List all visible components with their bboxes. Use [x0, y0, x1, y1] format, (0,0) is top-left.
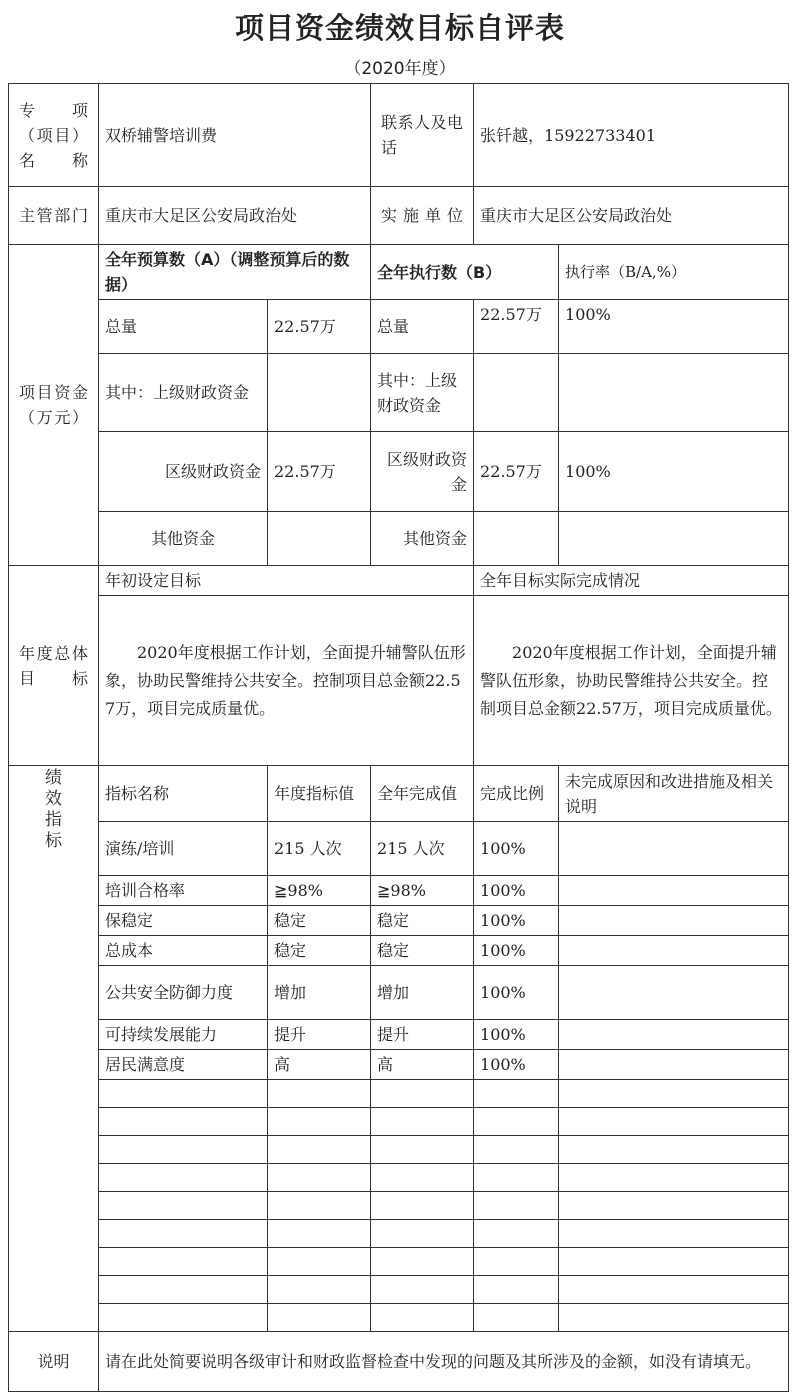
fund-label-a: 其他资金	[99, 512, 268, 566]
indicator-header: 全年完成值	[371, 766, 474, 822]
project-name-label: 专 项（项目）名称	[9, 84, 99, 187]
empty-cell	[474, 1276, 559, 1304]
indicator-header: 未完成原因和改进措施及相关说明	[559, 766, 789, 822]
fund-value-a	[268, 354, 371, 432]
indicator-note	[559, 1050, 789, 1080]
empty-cell	[474, 1192, 559, 1220]
indicators-section-cell	[9, 766, 99, 1332]
indicator-actual: 增加	[371, 966, 474, 1020]
year-subtitle: （2020年度）	[344, 59, 456, 79]
empty-cell	[559, 1136, 789, 1164]
indicator-target: 增加	[268, 966, 371, 1020]
empty-cell	[99, 1164, 268, 1192]
indicator-note	[559, 1020, 789, 1050]
indicator-note	[559, 906, 789, 936]
indicator-ratio: 100%	[474, 876, 559, 906]
note-text: 请在此处简要说明各级审计和财政监督检查中发现的问题及其所涉及的金额，如没有请填无。	[99, 1332, 789, 1392]
empty-cell	[268, 1192, 371, 1220]
empty-cell	[268, 1276, 371, 1304]
empty-cell	[559, 1276, 789, 1304]
empty-cell	[99, 1220, 268, 1248]
funds-section-label: 项目资金（万元）	[9, 245, 99, 566]
indicator-header: 年度指标值	[268, 766, 371, 822]
page-title: 项目资金绩效目标自评表	[234, 11, 565, 45]
self-evaluation-table	[8, 83, 789, 1392]
empty-cell	[474, 1080, 559, 1108]
indicator-ratio: 100%	[474, 1020, 559, 1050]
empty-cell	[99, 1108, 268, 1136]
empty-cell	[474, 1164, 559, 1192]
empty-cell	[371, 1248, 474, 1276]
empty-cell	[99, 1248, 268, 1276]
indicator-target: 提升	[268, 1020, 371, 1050]
empty-cell	[559, 1192, 789, 1220]
initial-goal-text: 2020年度根据工作计划，全面提升辅警队伍形象，协助民警维持公共安全。控制项目总金额22.57万，项目完成质量优。	[99, 596, 474, 766]
empty-cell	[99, 1080, 268, 1108]
fund-value-a: 22.57万	[268, 432, 371, 512]
empty-cell	[474, 1248, 559, 1276]
indicator-name: 总成本	[99, 936, 268, 966]
indicator-note	[559, 822, 789, 876]
indicator-actual: 稳定	[371, 936, 474, 966]
indicator-ratio: 100%	[474, 822, 559, 876]
exec-header: 全年执行数（B）	[371, 245, 559, 300]
indicator-actual: 提升	[371, 1020, 474, 1050]
empty-cell	[371, 1304, 474, 1332]
fund-value-b	[474, 354, 559, 432]
indicator-name: 保稳定	[99, 906, 268, 936]
empty-cell	[371, 1080, 474, 1108]
dept-value: 重庆市大足区公安局政治处	[99, 187, 371, 245]
indicator-name: 公共安全防御力度	[99, 966, 268, 1020]
empty-cell	[371, 1276, 474, 1304]
indicator-header: 完成比例	[474, 766, 559, 822]
empty-cell	[559, 1108, 789, 1136]
fund-label-b: 其他资金	[371, 512, 474, 566]
impl-label: 实施单位	[371, 187, 474, 245]
empty-cell	[99, 1136, 268, 1164]
empty-cell	[268, 1080, 371, 1108]
indicator-header: 指标名称	[99, 766, 268, 822]
empty-cell	[559, 1220, 789, 1248]
empty-cell	[474, 1136, 559, 1164]
actual-goal-label: 全年目标实际完成情况	[474, 566, 789, 596]
fund-label-b: 其中：上级财政资金	[371, 354, 474, 432]
initial-goal-label: 年初设定目标	[99, 566, 474, 596]
budget-header: 全年预算数（A）（调整预算后的数据）	[99, 245, 371, 300]
empty-cell	[474, 1304, 559, 1332]
empty-cell	[559, 1304, 789, 1332]
empty-cell	[268, 1108, 371, 1136]
fund-label-b: 总量	[371, 300, 474, 354]
rate-header: 执行率（B/A,%）	[559, 245, 789, 300]
empty-cell	[99, 1304, 268, 1332]
indicator-name: 可持续发展能力	[99, 1020, 268, 1050]
indicator-target: 高	[268, 1050, 371, 1080]
fund-rate: 100%	[559, 432, 789, 512]
empty-cell	[371, 1164, 474, 1192]
indicator-target: 稳定	[268, 936, 371, 966]
indicators-section-label: 绩效指标	[45, 768, 62, 851]
indicator-ratio: 100%	[474, 906, 559, 936]
note-label: 说明	[9, 1332, 99, 1392]
fund-rate	[559, 512, 789, 566]
indicator-note	[559, 876, 789, 906]
empty-cell	[474, 1108, 559, 1136]
fund-label-a: 其中：上级财政资金	[99, 354, 268, 432]
empty-cell	[371, 1136, 474, 1164]
indicator-ratio: 100%	[474, 1050, 559, 1080]
actual-goal-text: 2020年度根据工作计划，全面提升辅警队伍形象，协助民警维持公共安全。控制项目总金额22.57万，项目完成质量优。	[474, 596, 789, 766]
indicator-ratio: 100%	[474, 936, 559, 966]
contact-label: 联系人及电话	[371, 84, 474, 187]
empty-cell	[559, 1248, 789, 1276]
empty-cell	[268, 1248, 371, 1276]
fund-label-a: 总量	[99, 300, 268, 354]
indicator-target: 稳定	[268, 906, 371, 936]
indicator-name: 演练/培训	[99, 822, 268, 876]
empty-cell	[371, 1108, 474, 1136]
indicator-note	[559, 966, 789, 1020]
empty-cell	[268, 1136, 371, 1164]
fund-value-b: 22.57万	[474, 300, 559, 354]
indicator-actual: 高	[371, 1050, 474, 1080]
fund-rate: 100%	[559, 300, 789, 354]
empty-cell	[559, 1164, 789, 1192]
empty-cell	[268, 1220, 371, 1248]
project-name-value: 双桥辅警培训费	[99, 84, 371, 187]
dept-label: 主管部门	[9, 187, 99, 245]
empty-cell	[559, 1080, 789, 1108]
fund-label-a: 区级财政资金	[99, 432, 268, 512]
indicator-actual: ≧98%	[371, 876, 474, 906]
indicator-note	[559, 936, 789, 966]
contact-value: 张钎越，15922733401	[474, 84, 789, 187]
fund-rate	[559, 354, 789, 432]
indicator-ratio: 100%	[474, 966, 559, 1020]
indicator-name: 培训合格率	[99, 876, 268, 906]
indicator-actual: 215 人次	[371, 822, 474, 876]
empty-cell	[99, 1192, 268, 1220]
fund-value-a	[268, 512, 371, 566]
empty-cell	[268, 1304, 371, 1332]
indicator-actual: 稳定	[371, 906, 474, 936]
empty-cell	[371, 1192, 474, 1220]
goals-section-label: 年度总体目标	[9, 566, 99, 766]
fund-value-b	[474, 512, 559, 566]
impl-value: 重庆市大足区公安局政治处	[474, 187, 789, 245]
fund-value-a: 22.57万	[268, 300, 371, 354]
fund-value-b: 22.57万	[474, 432, 559, 512]
empty-cell	[474, 1220, 559, 1248]
empty-cell	[99, 1276, 268, 1304]
empty-cell	[268, 1164, 371, 1192]
indicator-name: 居民满意度	[99, 1050, 268, 1080]
empty-cell	[371, 1220, 474, 1248]
indicator-target: ≧98%	[268, 876, 371, 906]
indicator-target: 215 人次	[268, 822, 371, 876]
fund-label-b: 区级财政资金	[371, 432, 474, 512]
